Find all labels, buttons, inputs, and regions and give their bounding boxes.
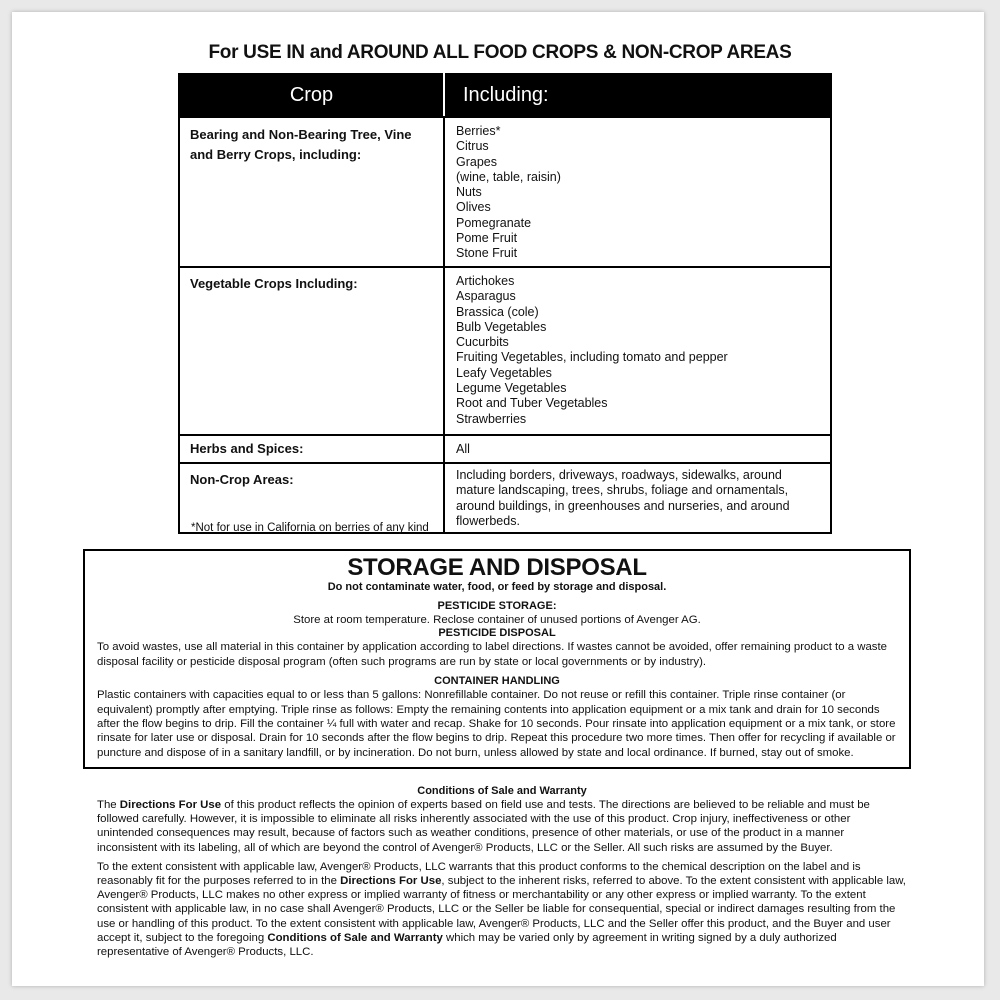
- list-item: Brassica (cole): [456, 304, 539, 319]
- conditions-emphasis: Conditions of Sale and Warranty: [267, 931, 443, 944]
- crop-name: Vegetable Crops Including:: [179, 267, 444, 435]
- list-item: Cucurbits: [456, 335, 509, 350]
- pesticide-disposal-heading: PESTICIDE DISPOSAL: [438, 627, 556, 640]
- list-item: Bulb Vegetables: [456, 319, 547, 334]
- list-item: Strawberries: [456, 411, 527, 426]
- storage-title: STORAGE AND DISPOSAL: [347, 554, 647, 581]
- list-item: Artichokes: [456, 274, 515, 288]
- table-row: [179, 117, 831, 267]
- conditions-heading: Conditions of Sale and Warranty: [417, 785, 587, 797]
- table-row: [179, 267, 831, 435]
- list-item: Asparagus: [456, 289, 516, 304]
- storage-subtitle: Do not contaminate water, food, or feed by storage and disposal.: [327, 581, 667, 593]
- header-crop: Crop: [179, 74, 444, 117]
- conditions-paragraph-1: The Directions For Use of this product reflects the opinion of experts based on field use and tests. The directions are believed to be reliable and must be followed carefully. However, it is impossible to eliminate all risks inherently associated with the use of this product. Crop injury, ineffectiveness or other unintended consequences may result, because of factors such as weather conditions, presence of other materials, or use of the product in a manner inconsistent with its labeling, all of which are beyond the control of Avenger® Products, LLC or the Seller. All such risks are assumed by the Buyer.: [97, 799, 870, 854]
- container-handling-heading: CONTAINER HANDLING: [434, 675, 560, 688]
- list-item: Berries*: [456, 124, 501, 138]
- page-title: For USE IN and AROUND ALL FOOD CROPS & NON-CROP AREAS: [208, 42, 792, 63]
- list-item: Including borders, driveways, roadways, sidewalks, around mature landscaping, trees, shrubs, foliage and ornamentals, around buildings, in greenhouses and nurseries, and around flowerbeds.: [456, 468, 790, 528]
- list-item: Olives: [456, 200, 491, 215]
- list-item: Pomegranate: [456, 215, 532, 230]
- list-item: All: [456, 442, 470, 456]
- crop-name: Bearing and Non-Bearing Tree, Vine and Berry Crops, including:: [179, 117, 444, 267]
- list-item: Pome Fruit: [456, 231, 518, 246]
- storage-disposal-box: [83, 549, 911, 769]
- crop-name: Non-Crop Areas:: [179, 463, 444, 533]
- list-item: Citrus: [456, 139, 489, 154]
- list-item: Leafy Vegetables: [456, 365, 552, 380]
- conditions-paragraph-2: To the extent consistent with applicable law, Avenger® Products, LLC warrants that this product conforms to the chemical description on the label and is reasonably fit for the purposes referred to in the Directions For Use, subject to the inherent risks, referred to above. To the extent consistent with applicable law, Avenger® Products, LLC makes no other express or implied warranty of fitness or merchantability or any other express or implied warranty. To the extent consistent with applicable law, in no case shall Avenger® Products, LLC or the Seller be liable for consequential, special or indirect damages resulting from the use or handling of this product. To the extent consistent with applicable law, Avenger® Products, LLC and the Seller offer this product, and the Buyer and user accept it, subject to the foregoing Conditions of Sale and Warranty which may be varied only by agreement in writing signed by a duly authorized representative of Avenger® Products, LLC.: [97, 860, 906, 959]
- container-handling-text: Plastic containers with capacities equal to or less than 5 gallons: Nonrefillable container. Do not reuse or refill this container. Triple rinse container (or equivalent) promptly after emptying. Triple rinse as follows: Empty the remaining contents into application equipment or a mix tank and drain for 10 seconds after the flow begins to drip. Fill the container ¼ full with water and recap. Shake for 10 seconds. Pour rinsate into application equipment or a mix tank, or store rinsate for later use or disposal. Drain for 10 seconds after the flow begins to drip. Repeat this procedure two more times. Then offer for recycling if available or puncture and dispose of in a sanitary landfill, or by incineration. Do not burn, unless allowed by state and local ordinance. If burned, stay out of smoke.: [97, 689, 896, 759]
- crop-items: [444, 267, 831, 435]
- crop-items: [444, 435, 831, 463]
- crop-name: Herbs and Spices:: [179, 435, 444, 463]
- list-item: Fruiting Vegetables, including tomato and pepper: [456, 350, 728, 365]
- pesticide-disposal-text: To avoid wastes, use all material in this container by application according to label directions. If wastes cannot be avoided, offer remaining product to a waste disposal facility or pesticide disposal program (often such programs are run by state or local governments or by industry).: [97, 641, 887, 668]
- list-item: Stone Fruit: [456, 246, 518, 261]
- directions-for-use-emphasis: Directions For Use: [119, 799, 222, 811]
- header-including: Including:: [444, 74, 831, 117]
- crop-table: [178, 73, 832, 534]
- list-item: Root and Tuber Vegetables: [456, 396, 608, 411]
- directions-for-use-emphasis: Directions For Use: [340, 875, 442, 888]
- crop-items: [444, 463, 831, 533]
- table-row: [179, 435, 831, 463]
- pesticide-storage-text: Store at room temperature. Reclose container of unused portions of Avenger AG.: [293, 614, 701, 626]
- list-item: Grapes: [456, 154, 497, 169]
- footnote: *Not for use in California on berries of any kind: [191, 522, 429, 534]
- list-item: Nuts: [456, 185, 482, 200]
- list-item: Legume Vegetables: [456, 381, 567, 396]
- list-item: (wine, table, raisin): [456, 169, 561, 184]
- pesticide-storage-heading: PESTICIDE STORAGE:: [437, 600, 557, 612]
- crop-items: [444, 117, 831, 267]
- table-header-row: [179, 74, 831, 117]
- conditions-of-sale: [97, 785, 907, 964]
